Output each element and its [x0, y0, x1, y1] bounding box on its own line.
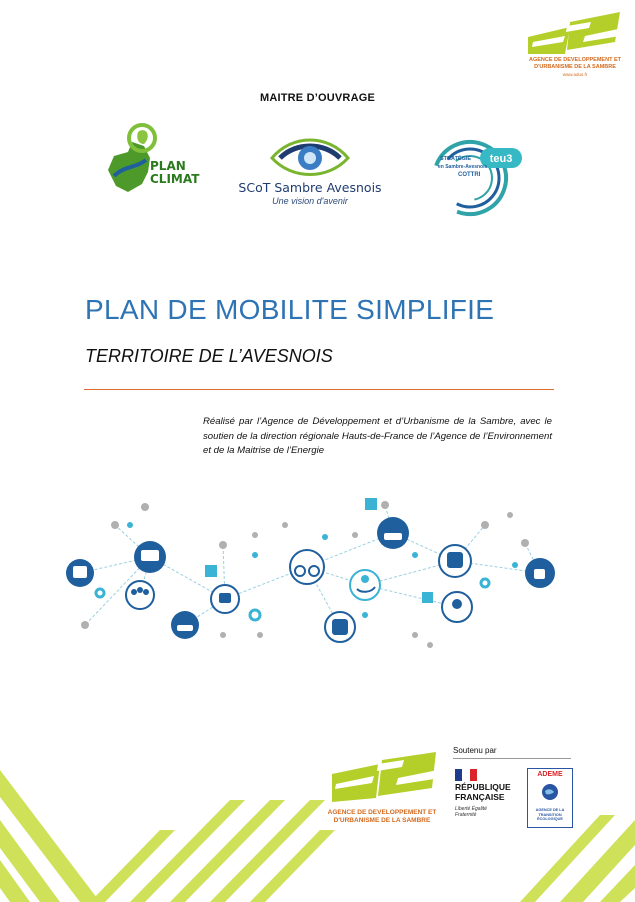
- puzzle-icon: [365, 498, 377, 510]
- puzzle-icon: [205, 565, 217, 577]
- ademe-subtitle: AGENCE DE LA TRANSITION ÉCOLOGIQUE: [535, 808, 565, 821]
- republique-motto: Liberté Égalité Fraternité: [455, 806, 487, 818]
- document-description: Réalisé par l’Agence de Développement et d’Urbanisme de la Sambre, avec le soutien de la direction régionale Hauts-de-France de l’Agence de l’Environnement et de la Maitrise de l’Energie: [203, 416, 552, 456]
- bike-icon: [290, 550, 324, 584]
- title-divider: [84, 389, 554, 390]
- maitre-ouvrage-label: MAITRE D’OUVRAGE: [259, 92, 376, 104]
- teu-line1: STRATÉGIE: [440, 156, 472, 162]
- globe-icon: [541, 783, 559, 801]
- scot-title: SCoT Sambre Avesnois: [238, 180, 382, 195]
- document-title: PLAN DE MOBILITE SIMPLIFIE: [85, 294, 495, 325]
- document-subtitle: TERRITOIRE DE L’AVESNOIS: [85, 346, 333, 366]
- teu-brand: teu3: [489, 153, 513, 165]
- scot-subtitle: Une vision d'avenir: [272, 196, 348, 206]
- agency-logo-url: www.adus.fr: [562, 72, 588, 77]
- gear-icon: [481, 579, 489, 587]
- agency-logo-bottom: [330, 752, 440, 842]
- soutenu-label: Soutenu par: [453, 746, 497, 755]
- gear-icon: [250, 610, 260, 620]
- puzzle-icon: [422, 592, 433, 603]
- agency-bottom-text: AGENCE DE DEVELOPPEMENT ET D'URBANISME DE LA SAMBRE: [327, 809, 437, 824]
- republique-francaise: RÉPUBLIQUE FRANÇAISE: [455, 782, 511, 802]
- ademe-name: ADEME: [537, 771, 563, 778]
- plan-climat-text: PLAN CLIMAT: [150, 159, 200, 186]
- teu-logo: [420, 126, 530, 226]
- hand-plant-icon: [350, 570, 380, 600]
- agency-logo-text: AGENCE DE DEVELOPPEMENT ET D'URBANISME DE LA SAMBRE: [529, 57, 621, 70]
- people-icon: [126, 581, 154, 609]
- mobility-network-illustration: [55, 495, 585, 665]
- gear-icon: [96, 589, 104, 597]
- marianne-flag: [455, 769, 477, 781]
- teu-line3: COTTRI: [458, 172, 481, 178]
- soutenu-divider: [453, 758, 571, 759]
- teu-line2: en Sambre-Avesnois: [438, 164, 488, 170]
